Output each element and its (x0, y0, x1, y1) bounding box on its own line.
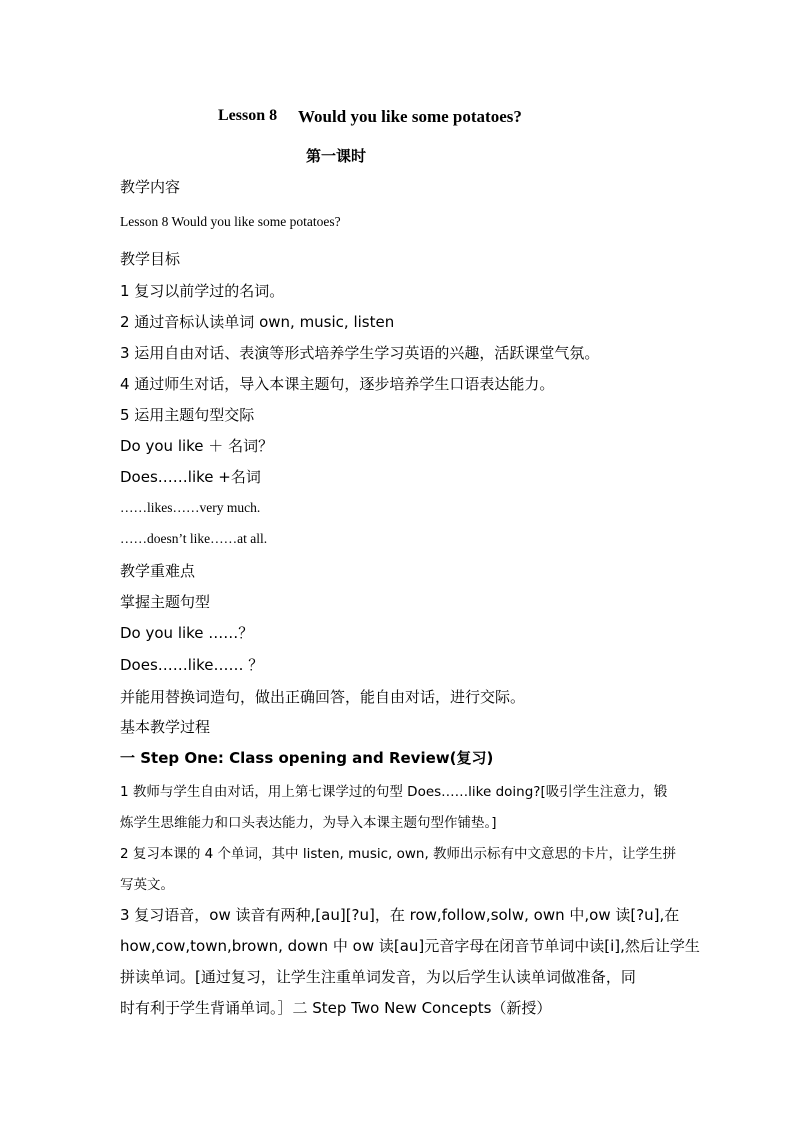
difficulty-sentence: 并能用替换词造句，做出正确回答，能自由对话，进行交际。 (120, 688, 526, 706)
process-paragraph-1-line-1: 1 教师与学生自由对话，用上第七课学过的句型 Does……like doing?[吸引学生注意力，锻 (120, 784, 668, 800)
lesson-number: Lesson 8 (218, 107, 278, 124)
pattern-4: ……doesn’t like……at all. (120, 531, 268, 546)
process-paragraph-3-line-1: 3 复习语音，ow 读音有两种,[au][?u]，在 row,follow,solw, own 中,ow 读[?u],在 (120, 906, 680, 924)
content-line: Lesson 8 Would you like some potatoes? (120, 214, 341, 229)
difficulty-pattern-2: Does……like…… ？ (120, 656, 264, 674)
process-paragraph-2-line-1: 2 复习本课的 4 个单词，其中 listen, music, own, 教师出示标有中文意思的卡片，让学生拼 (120, 846, 677, 862)
process-paragraph-3-line-2: how,cow,town,brown, down 中 ow 读[au]元音字母在闭音节单词中读[i],然后让学生 (120, 937, 700, 955)
goal-4: 4 通过师生对话，导入本课主题句，逐步培养学生口语表达能力。 (120, 375, 555, 393)
goals-heading: 教学目标 (120, 250, 181, 268)
pattern-1: Do you like ＋ 名词？ (120, 437, 274, 455)
difficulty-heading: 教学重难点 (120, 562, 196, 580)
pattern-2: Does……like +名词 (120, 468, 261, 486)
pattern-3: ……likes……very much. (120, 500, 261, 515)
process-paragraph-2-line-2: 写英文。 (120, 877, 174, 893)
goal-3: 3 运用自由对话、表演等形式培养学生学习英语的兴趣，活跃课堂气氛。 (120, 344, 600, 362)
step-one-heading: 一 Step One: Class opening and Review(复习) (120, 749, 494, 767)
goal-2: 2 通过音标认读单词 own, music, listen (120, 313, 395, 331)
process-heading: 基本教学过程 (120, 718, 211, 736)
goal-1: 1 复习以前学过的名词。 (120, 282, 285, 300)
session-subtitle: 第一课时 (306, 147, 367, 165)
lesson-question: Would you like some potatoes? (298, 107, 522, 126)
content-heading: 教学内容 (120, 178, 181, 196)
process-paragraph-3-line-3: 拼读单词。[通过复习，让学生注重单词发音，为以后学生认读单词做准备，同 (120, 968, 636, 986)
difficulty-subheading: 掌握主题句型 (120, 593, 211, 611)
difficulty-pattern-1: Do you like ……？ (120, 624, 254, 642)
process-paragraph-3-line-4: 时有利于学生背诵单词。］二 Step Two New Concepts（新授） (120, 999, 552, 1017)
process-paragraph-1-line-2: 炼学生思维能力和口头表达能力，为导入本课主题句型作铺垫。] (120, 815, 497, 831)
goal-5: 5 运用主题句型交际 (120, 406, 255, 424)
